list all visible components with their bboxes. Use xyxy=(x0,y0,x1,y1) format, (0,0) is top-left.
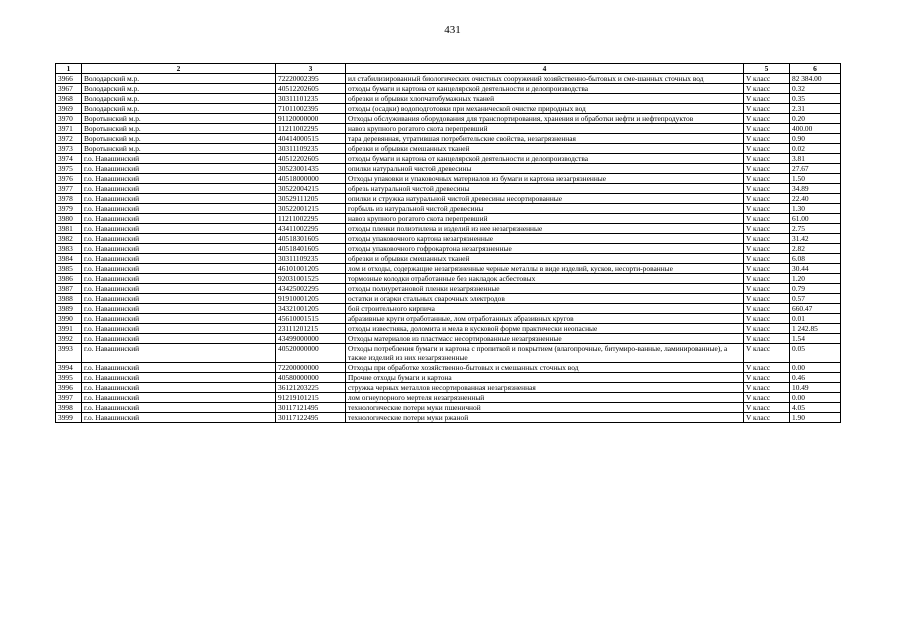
district-name: Володарский м.р. xyxy=(82,104,276,114)
hazard-class: V класс xyxy=(744,144,790,154)
waste-code: 11211002295 xyxy=(276,214,346,224)
waste-code: 46101001205 xyxy=(276,264,346,274)
waste-code: 40414000515 xyxy=(276,134,346,144)
row-number: 3967 xyxy=(56,84,82,94)
table-row xyxy=(56,274,841,284)
amount-value: 22.40 xyxy=(790,194,841,204)
waste-description: обрезки и обрывки смешанных тканей xyxy=(346,144,744,154)
table-row xyxy=(56,214,841,224)
amount-value: 1.54 xyxy=(790,334,841,344)
waste-code: 30522001215 xyxy=(276,204,346,214)
hazard-class: V класс xyxy=(744,164,790,174)
district-name: г.о. Навашинский xyxy=(82,274,276,284)
waste-code: 92031001525 xyxy=(276,274,346,284)
amount-value: 1.20 xyxy=(790,274,841,284)
hazard-class: V класс xyxy=(744,304,790,314)
hazard-class: V класс xyxy=(744,413,790,423)
amount-value: 0.35 xyxy=(790,94,841,104)
amount-value: 0.32 xyxy=(790,84,841,94)
table-row xyxy=(56,393,841,403)
hazard-class: V класс xyxy=(744,124,790,134)
waste-description: лом и отходы, содержащие незагрязненные черные металлы в виде изделий, кусков, несорти-рованные xyxy=(346,264,744,274)
row-number: 3970 xyxy=(56,114,82,124)
row-number: 3983 xyxy=(56,244,82,254)
waste-description: навоз крупного рогатого скота перепревший xyxy=(346,124,744,134)
waste-code: 43425002295 xyxy=(276,284,346,294)
waste-description: тормозные колодки отработанные без накладок асбестовых xyxy=(346,274,744,284)
amount-value: 1 242.85 xyxy=(790,324,841,334)
table-row xyxy=(56,254,841,264)
district-name: г.о. Навашинский xyxy=(82,363,276,373)
hazard-class: V класс xyxy=(744,254,790,264)
row-number: 3985 xyxy=(56,264,82,274)
row-number: 3989 xyxy=(56,304,82,314)
table-row xyxy=(56,194,841,204)
district-name: г.о. Навашинский xyxy=(82,204,276,214)
row-number: 3971 xyxy=(56,124,82,134)
district-name: г.о. Навашинский xyxy=(82,174,276,184)
waste-description: Отходы потребления бумаги и картона с пропиткой и покрытием (влагопрочные, битумиро-ванные, ламинированные), а также изделий из них незагрязненные xyxy=(346,344,744,363)
hazard-class: V класс xyxy=(744,224,790,234)
amount-value: 0.79 xyxy=(790,284,841,294)
hazard-class: V класс xyxy=(744,94,790,104)
row-number: 3974 xyxy=(56,154,82,164)
waste-description: горбыль из натуральной чистой древесины xyxy=(346,204,744,214)
hazard-class: V класс xyxy=(744,194,790,204)
table-row xyxy=(56,264,841,274)
waste-code: 45610001515 xyxy=(276,314,346,324)
district-name: г.о. Навашинский xyxy=(82,284,276,294)
row-number: 3995 xyxy=(56,373,82,383)
table-row xyxy=(56,94,841,104)
table-row xyxy=(56,204,841,214)
amount-value: 400.00 xyxy=(790,124,841,134)
row-number: 3976 xyxy=(56,174,82,184)
waste-code: 36121203225 xyxy=(276,383,346,393)
district-name: г.о. Навашинский xyxy=(82,393,276,403)
row-number: 3968 xyxy=(56,94,82,104)
district-name: г.о. Навашинский xyxy=(82,294,276,304)
amount-value: 4.05 xyxy=(790,403,841,413)
hazard-class: V класс xyxy=(744,84,790,94)
district-name: г.о. Навашинский xyxy=(82,383,276,393)
table-row xyxy=(56,244,841,254)
row-number: 3996 xyxy=(56,383,82,393)
district-name: г.о. Навашинский xyxy=(82,264,276,274)
row-number: 3993 xyxy=(56,344,82,363)
district-name: Володарский м.р. xyxy=(82,94,276,104)
row-number: 3972 xyxy=(56,134,82,144)
waste-register-table xyxy=(55,63,841,423)
waste-description: Отходы обслуживания оборудования для транспортирования, хранения и обработки нефти и нефтепродуктов xyxy=(346,114,744,124)
table-row xyxy=(56,144,841,154)
hazard-class: V класс xyxy=(744,324,790,334)
waste-code: 40512202605 xyxy=(276,154,346,164)
district-name: Воротынский м.р. xyxy=(82,134,276,144)
column-header: 4 xyxy=(346,64,744,74)
hazard-class: V класс xyxy=(744,214,790,224)
hazard-class: V класс xyxy=(744,264,790,274)
table-row xyxy=(56,324,841,334)
waste-description: технологические потери муки пшеничной xyxy=(346,403,744,413)
table-row xyxy=(56,174,841,184)
hazard-class: V класс xyxy=(744,314,790,324)
amount-value: 6.08 xyxy=(790,254,841,264)
waste-code: 30311101235 xyxy=(276,94,346,104)
amount-value: 31.42 xyxy=(790,234,841,244)
row-number: 3979 xyxy=(56,204,82,214)
amount-value: 1.90 xyxy=(790,413,841,423)
amount-value: 82 384.00 xyxy=(790,74,841,84)
waste-code: 30522004215 xyxy=(276,184,346,194)
page-number: 431 xyxy=(444,24,461,36)
hazard-class: V класс xyxy=(744,154,790,164)
amount-value: 2.31 xyxy=(790,104,841,114)
table-row xyxy=(56,334,841,344)
row-number: 3966 xyxy=(56,74,82,84)
table-row xyxy=(56,164,841,174)
amount-value: 0.20 xyxy=(790,114,841,124)
waste-description: Отходы упаковки и упаковочных материалов из бумаги и картона незагрязненные xyxy=(346,174,744,184)
amount-value: 2.75 xyxy=(790,224,841,234)
hazard-class: V класс xyxy=(744,114,790,124)
amount-value: 0.01 xyxy=(790,314,841,324)
table-row xyxy=(56,403,841,413)
hazard-class: V класс xyxy=(744,393,790,403)
waste-description: отходы известняка, доломита и мела в кусковой форме практически неопасные xyxy=(346,324,744,334)
waste-description: обрезки и обрывки хлопчатобумажных тканей xyxy=(346,94,744,104)
amount-value: 0.00 xyxy=(790,363,841,373)
amount-value: 0.02 xyxy=(790,144,841,154)
waste-code: 43499000000 xyxy=(276,334,346,344)
hazard-class: V класс xyxy=(744,403,790,413)
district-name: Воротынский м.р. xyxy=(82,144,276,154)
hazard-class: V класс xyxy=(744,294,790,304)
row-number: 3992 xyxy=(56,334,82,344)
district-name: Володарский м.р. xyxy=(82,74,276,84)
district-name: г.о. Навашинский xyxy=(82,184,276,194)
waste-description: Отходы материалов из пластмасс несортированные незагрязненные xyxy=(346,334,744,344)
waste-code: 11211002295 xyxy=(276,124,346,134)
waste-description: отходы полиуретановой пленки незагрязненные xyxy=(346,284,744,294)
hazard-class: V класс xyxy=(744,204,790,214)
waste-description: стружка черных металлов несортированная незагрязненная xyxy=(346,383,744,393)
waste-description: Прочие отходы бумаги и картона xyxy=(346,373,744,383)
row-number: 3980 xyxy=(56,214,82,224)
hazard-class: V класс xyxy=(744,373,790,383)
amount-value: 0.00 xyxy=(790,393,841,403)
row-number: 3990 xyxy=(56,314,82,324)
column-header: 1 xyxy=(56,64,82,74)
amount-value: 34.89 xyxy=(790,184,841,194)
hazard-class: V класс xyxy=(744,274,790,284)
waste-description: тара деревянная, утратившая потребительские свойства, незагрязненная xyxy=(346,134,744,144)
column-header: 2 xyxy=(82,64,276,74)
table-row xyxy=(56,363,841,373)
amount-value: 1.30 xyxy=(790,204,841,214)
waste-description: отходы пленки полиэтилена и изделий из нее незагрязненные xyxy=(346,224,744,234)
waste-code: 40518301605 xyxy=(276,234,346,244)
amount-value: 0.05 xyxy=(790,344,841,363)
district-name: г.о. Навашинский xyxy=(82,154,276,164)
row-number: 3982 xyxy=(56,234,82,244)
waste-code: 72220002395 xyxy=(276,74,346,84)
row-number: 3988 xyxy=(56,294,82,304)
table-row xyxy=(56,104,841,114)
waste-description: опилки натуральной чистой древесины xyxy=(346,164,744,174)
row-number: 3994 xyxy=(56,363,82,373)
table-body xyxy=(56,74,841,423)
waste-code: 30117122495 xyxy=(276,413,346,423)
district-name: г.о. Навашинский xyxy=(82,334,276,344)
waste-code: 40518401605 xyxy=(276,244,346,254)
district-name: Воротынский м.р. xyxy=(82,124,276,134)
table-row xyxy=(56,314,841,324)
waste-code: 72200000000 xyxy=(276,363,346,373)
waste-code: 30311109235 xyxy=(276,254,346,264)
row-number: 3978 xyxy=(56,194,82,204)
district-name: г.о. Навашинский xyxy=(82,244,276,254)
amount-value: 2.82 xyxy=(790,244,841,254)
waste-description: абразивные круги отработанные, лом отработанных абразивных кругов xyxy=(346,314,744,324)
district-name: г.о. Навашинский xyxy=(82,344,276,363)
column-header: 3 xyxy=(276,64,346,74)
district-name: г.о. Навашинский xyxy=(82,234,276,244)
waste-code: 40520000000 xyxy=(276,344,346,363)
waste-description: отходы бумаги и картона от канцелярской деятельности и делопроизводства xyxy=(346,84,744,94)
amount-value: 1.50 xyxy=(790,174,841,184)
hazard-class: V класс xyxy=(744,74,790,84)
row-number: 3987 xyxy=(56,284,82,294)
waste-description: бой строительного кирпича xyxy=(346,304,744,314)
table-row xyxy=(56,284,841,294)
amount-value: 0.57 xyxy=(790,294,841,304)
waste-description: обрезь натуральной чистой древесины xyxy=(346,184,744,194)
waste-code: 40518000000 xyxy=(276,174,346,184)
waste-code: 71011002395 xyxy=(276,104,346,114)
waste-code: 30523001435 xyxy=(276,164,346,174)
row-number: 3998 xyxy=(56,403,82,413)
hazard-class: V класс xyxy=(744,383,790,393)
table-row xyxy=(56,184,841,194)
district-name: г.о. Навашинский xyxy=(82,254,276,264)
waste-code: 43411002295 xyxy=(276,224,346,234)
column-header: 6 xyxy=(790,64,841,74)
district-name: г.о. Навашинский xyxy=(82,324,276,334)
table-row xyxy=(56,304,841,314)
table-row xyxy=(56,114,841,124)
amount-value: 0.46 xyxy=(790,373,841,383)
district-name: г.о. Навашинский xyxy=(82,373,276,383)
row-number: 3975 xyxy=(56,164,82,174)
waste-code: 91219101215 xyxy=(276,393,346,403)
row-number: 3981 xyxy=(56,224,82,234)
waste-description: остатки и огарки стальных сварочных электродов xyxy=(346,294,744,304)
district-name: г.о. Навашинский xyxy=(82,224,276,234)
table-row xyxy=(56,224,841,234)
hazard-class: V класс xyxy=(744,344,790,363)
waste-code: 30529111205 xyxy=(276,194,346,204)
table-row xyxy=(56,74,841,84)
district-name: г.о. Навашинский xyxy=(82,403,276,413)
waste-description: лом огнеупорного мертеля незагрязненный xyxy=(346,393,744,403)
column-header: 5 xyxy=(744,64,790,74)
hazard-class: V класс xyxy=(744,244,790,254)
waste-description: отходы упаковочного гофрокартона незагрязненные xyxy=(346,244,744,254)
district-name: Воротынский м.р. xyxy=(82,114,276,124)
waste-code: 40580000000 xyxy=(276,373,346,383)
waste-description: навоз крупного рогатого скота перепревший xyxy=(346,214,744,224)
hazard-class: V класс xyxy=(744,234,790,244)
amount-value: 660.47 xyxy=(790,304,841,314)
waste-description: технологические потери муки ржаной xyxy=(346,413,744,423)
row-number: 3973 xyxy=(56,144,82,154)
hazard-class: V класс xyxy=(744,174,790,184)
waste-description: отходы (осадки) водоподготовки при механической очистке природных вод xyxy=(346,104,744,114)
waste-description: отходы бумаги и картона от канцелярской деятельности и делопроизводства xyxy=(346,154,744,164)
row-number: 3986 xyxy=(56,274,82,284)
table-row xyxy=(56,344,841,363)
waste-code: 30117121495 xyxy=(276,403,346,413)
table-row xyxy=(56,294,841,304)
waste-code: 40512202605 xyxy=(276,84,346,94)
waste-description: Отходы при обработке хозяйственно-бытовых и смешанных сточных вод xyxy=(346,363,744,373)
amount-value: 30.44 xyxy=(790,264,841,274)
hazard-class: V класс xyxy=(744,134,790,144)
hazard-class: V класс xyxy=(744,334,790,344)
row-number: 3969 xyxy=(56,104,82,114)
waste-description: ил стабилизированный биологических очистных сооружений хозяйственно-бытовых и сме-шанных сточных вод xyxy=(346,74,744,84)
row-number: 3984 xyxy=(56,254,82,264)
district-name: г.о. Навашинский xyxy=(82,194,276,204)
table-header-row xyxy=(56,64,841,74)
waste-code: 34321001205 xyxy=(276,304,346,314)
table-row xyxy=(56,373,841,383)
waste-description: опилки и стружка натуральной чистой древесины несортированные xyxy=(346,194,744,204)
amount-value: 3.81 xyxy=(790,154,841,164)
table-row xyxy=(56,134,841,144)
hazard-class: V класс xyxy=(744,184,790,194)
waste-description: отходы упаковочного картона незагрязненные xyxy=(346,234,744,244)
amount-value: 0.90 xyxy=(790,134,841,144)
table-row xyxy=(56,234,841,244)
row-number: 3977 xyxy=(56,184,82,194)
row-number: 3997 xyxy=(56,393,82,403)
amount-value: 61.00 xyxy=(790,214,841,224)
amount-value: 10.49 xyxy=(790,383,841,393)
district-name: г.о. Навашинский xyxy=(82,413,276,423)
waste-code: 30311109235 xyxy=(276,144,346,154)
waste-code: 91120000000 xyxy=(276,114,346,124)
district-name: г.о. Навашинский xyxy=(82,304,276,314)
waste-code: 23111201215 xyxy=(276,324,346,334)
district-name: г.о. Навашинский xyxy=(82,164,276,174)
district-name: г.о. Навашинский xyxy=(82,314,276,324)
table-row xyxy=(56,413,841,423)
hazard-class: V класс xyxy=(744,284,790,294)
district-name: Володарский м.р. xyxy=(82,84,276,94)
table-row xyxy=(56,383,841,393)
waste-code: 91910001205 xyxy=(276,294,346,304)
amount-value: 27.67 xyxy=(790,164,841,174)
table-row xyxy=(56,84,841,94)
hazard-class: V класс xyxy=(744,104,790,114)
district-name: г.о. Навашинский xyxy=(82,214,276,224)
row-number: 3999 xyxy=(56,413,82,423)
table-row xyxy=(56,154,841,164)
row-number: 3991 xyxy=(56,324,82,334)
hazard-class: V класс xyxy=(744,363,790,373)
waste-description: обрезки и обрывки смешанных тканей xyxy=(346,254,744,264)
table-row xyxy=(56,124,841,134)
